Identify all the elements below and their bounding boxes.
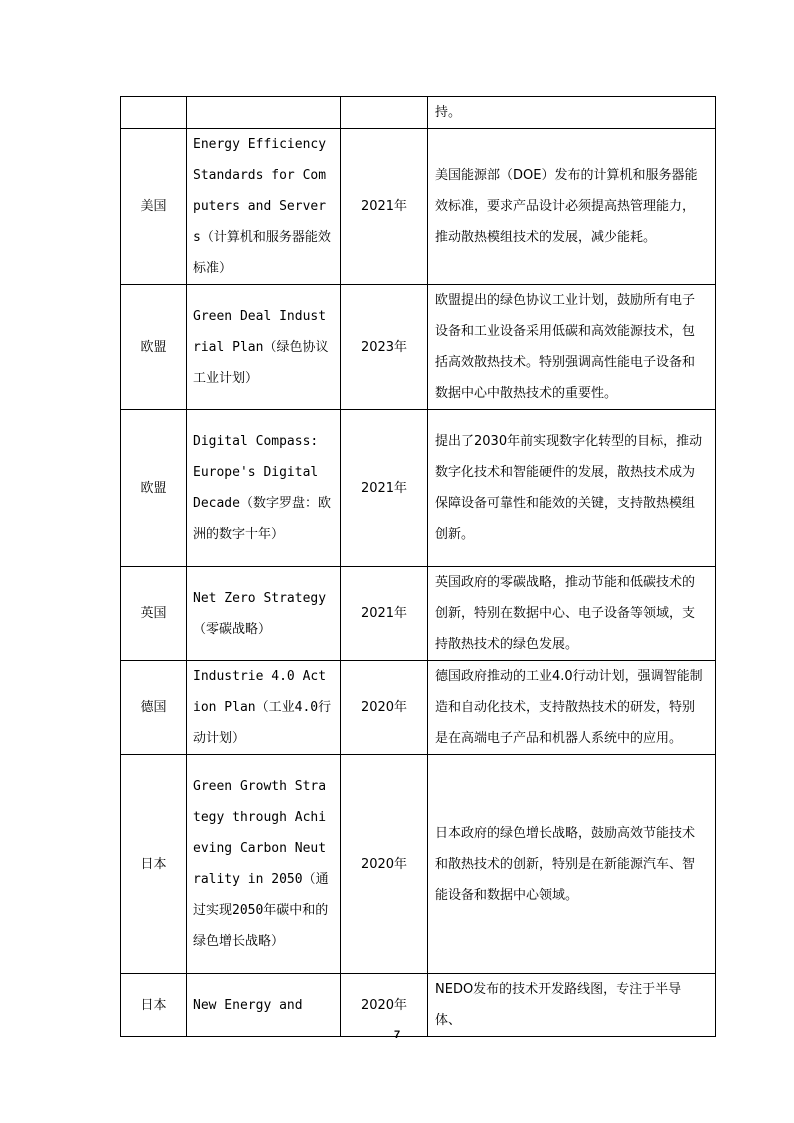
policy-table (120, 96, 716, 1037)
year-cell (341, 97, 428, 129)
year-cell: 2020年 (341, 661, 428, 755)
description-cell: 德国政府推动的工业4.0行动计划，强调智能制造和自动化技术，支持散热技术的研发，特别是在高端电子产品和机器人系统中的应用。 (428, 661, 716, 755)
table-row (121, 661, 716, 755)
page-number: 7 (393, 1029, 401, 1041)
table-row (121, 129, 716, 285)
description-cell: NEDO发布的技术开发路线图，专注于半导体、 (428, 974, 716, 1037)
policy-name-cell (187, 97, 341, 129)
policy-name-cell: Digital Compass: Europe's Digital Decade（数字罗盘：欧洲的数字十年） (187, 410, 341, 567)
country-cell: 德国 (121, 661, 187, 755)
description-cell: 美国能源部（DOE）发布的计算机和服务器能效标准，要求产品设计必须提高热管理能力，推动散热模组技术的发展，减少能耗。 (428, 129, 716, 285)
country-cell: 日本 (121, 755, 187, 974)
country-cell: 欧盟 (121, 410, 187, 567)
year-cell: 2021年 (341, 410, 428, 567)
country-cell: 美国 (121, 129, 187, 285)
description-cell: 提出了2030年前实现数字化转型的目标，推动数字化技术和智能硬件的发展，散热技术成为保障设备可靠性和能效的关键，支持散热模组创新。 (428, 410, 716, 567)
policy-name-cell: Green Deal Industrial Plan（绿色协议工业计划） (187, 285, 341, 410)
table-row (121, 410, 716, 567)
year-cell: 2023年 (341, 285, 428, 410)
description-cell: 英国政府的零碳战略，推动节能和低碳技术的创新，特别在数据中心、电子设备等领域，支持散热技术的绿色发展。 (428, 567, 716, 661)
table-row (121, 755, 716, 974)
year-cell: 2020年 (341, 974, 428, 1037)
table-row (121, 974, 716, 1037)
policy-name-cell: Energy Efficiency Standards for Computers and Servers（计算机和服务器能效标准） (187, 129, 341, 285)
year-cell: 2021年 (341, 129, 428, 285)
description-cell: 日本政府的绿色增长战略，鼓励高效节能技术和散热技术的创新，特别是在新能源汽车、智能设备和数据中心领域。 (428, 755, 716, 974)
table-row (121, 567, 716, 661)
table-row (121, 285, 716, 410)
country-cell: 日本 (121, 974, 187, 1037)
policy-name-cell: Net Zero Strategy（零碳战略） (187, 567, 341, 661)
policy-name-cell: New Energy and (187, 974, 341, 1037)
description-cell: 持。 (428, 97, 716, 129)
country-cell (121, 97, 187, 129)
policy-name-cell: Green Growth Strategy through Achieving Carbon Neutrality in 2050（通过实现2050年碳中和的绿色增长战略） (187, 755, 341, 974)
country-cell: 英国 (121, 567, 187, 661)
table-row (121, 97, 716, 129)
year-cell: 2021年 (341, 567, 428, 661)
year-cell: 2020年 (341, 755, 428, 974)
policy-name-cell: Industrie 4.0 Action Plan（工业4.0行动计划） (187, 661, 341, 755)
country-cell: 欧盟 (121, 285, 187, 410)
description-cell: 欧盟提出的绿色协议工业计划，鼓励所有电子设备和工业设备采用低碳和高效能源技术，包括高效散热技术。特别强调高性能电子设备和数据中心中散热技术的重要性。 (428, 285, 716, 410)
